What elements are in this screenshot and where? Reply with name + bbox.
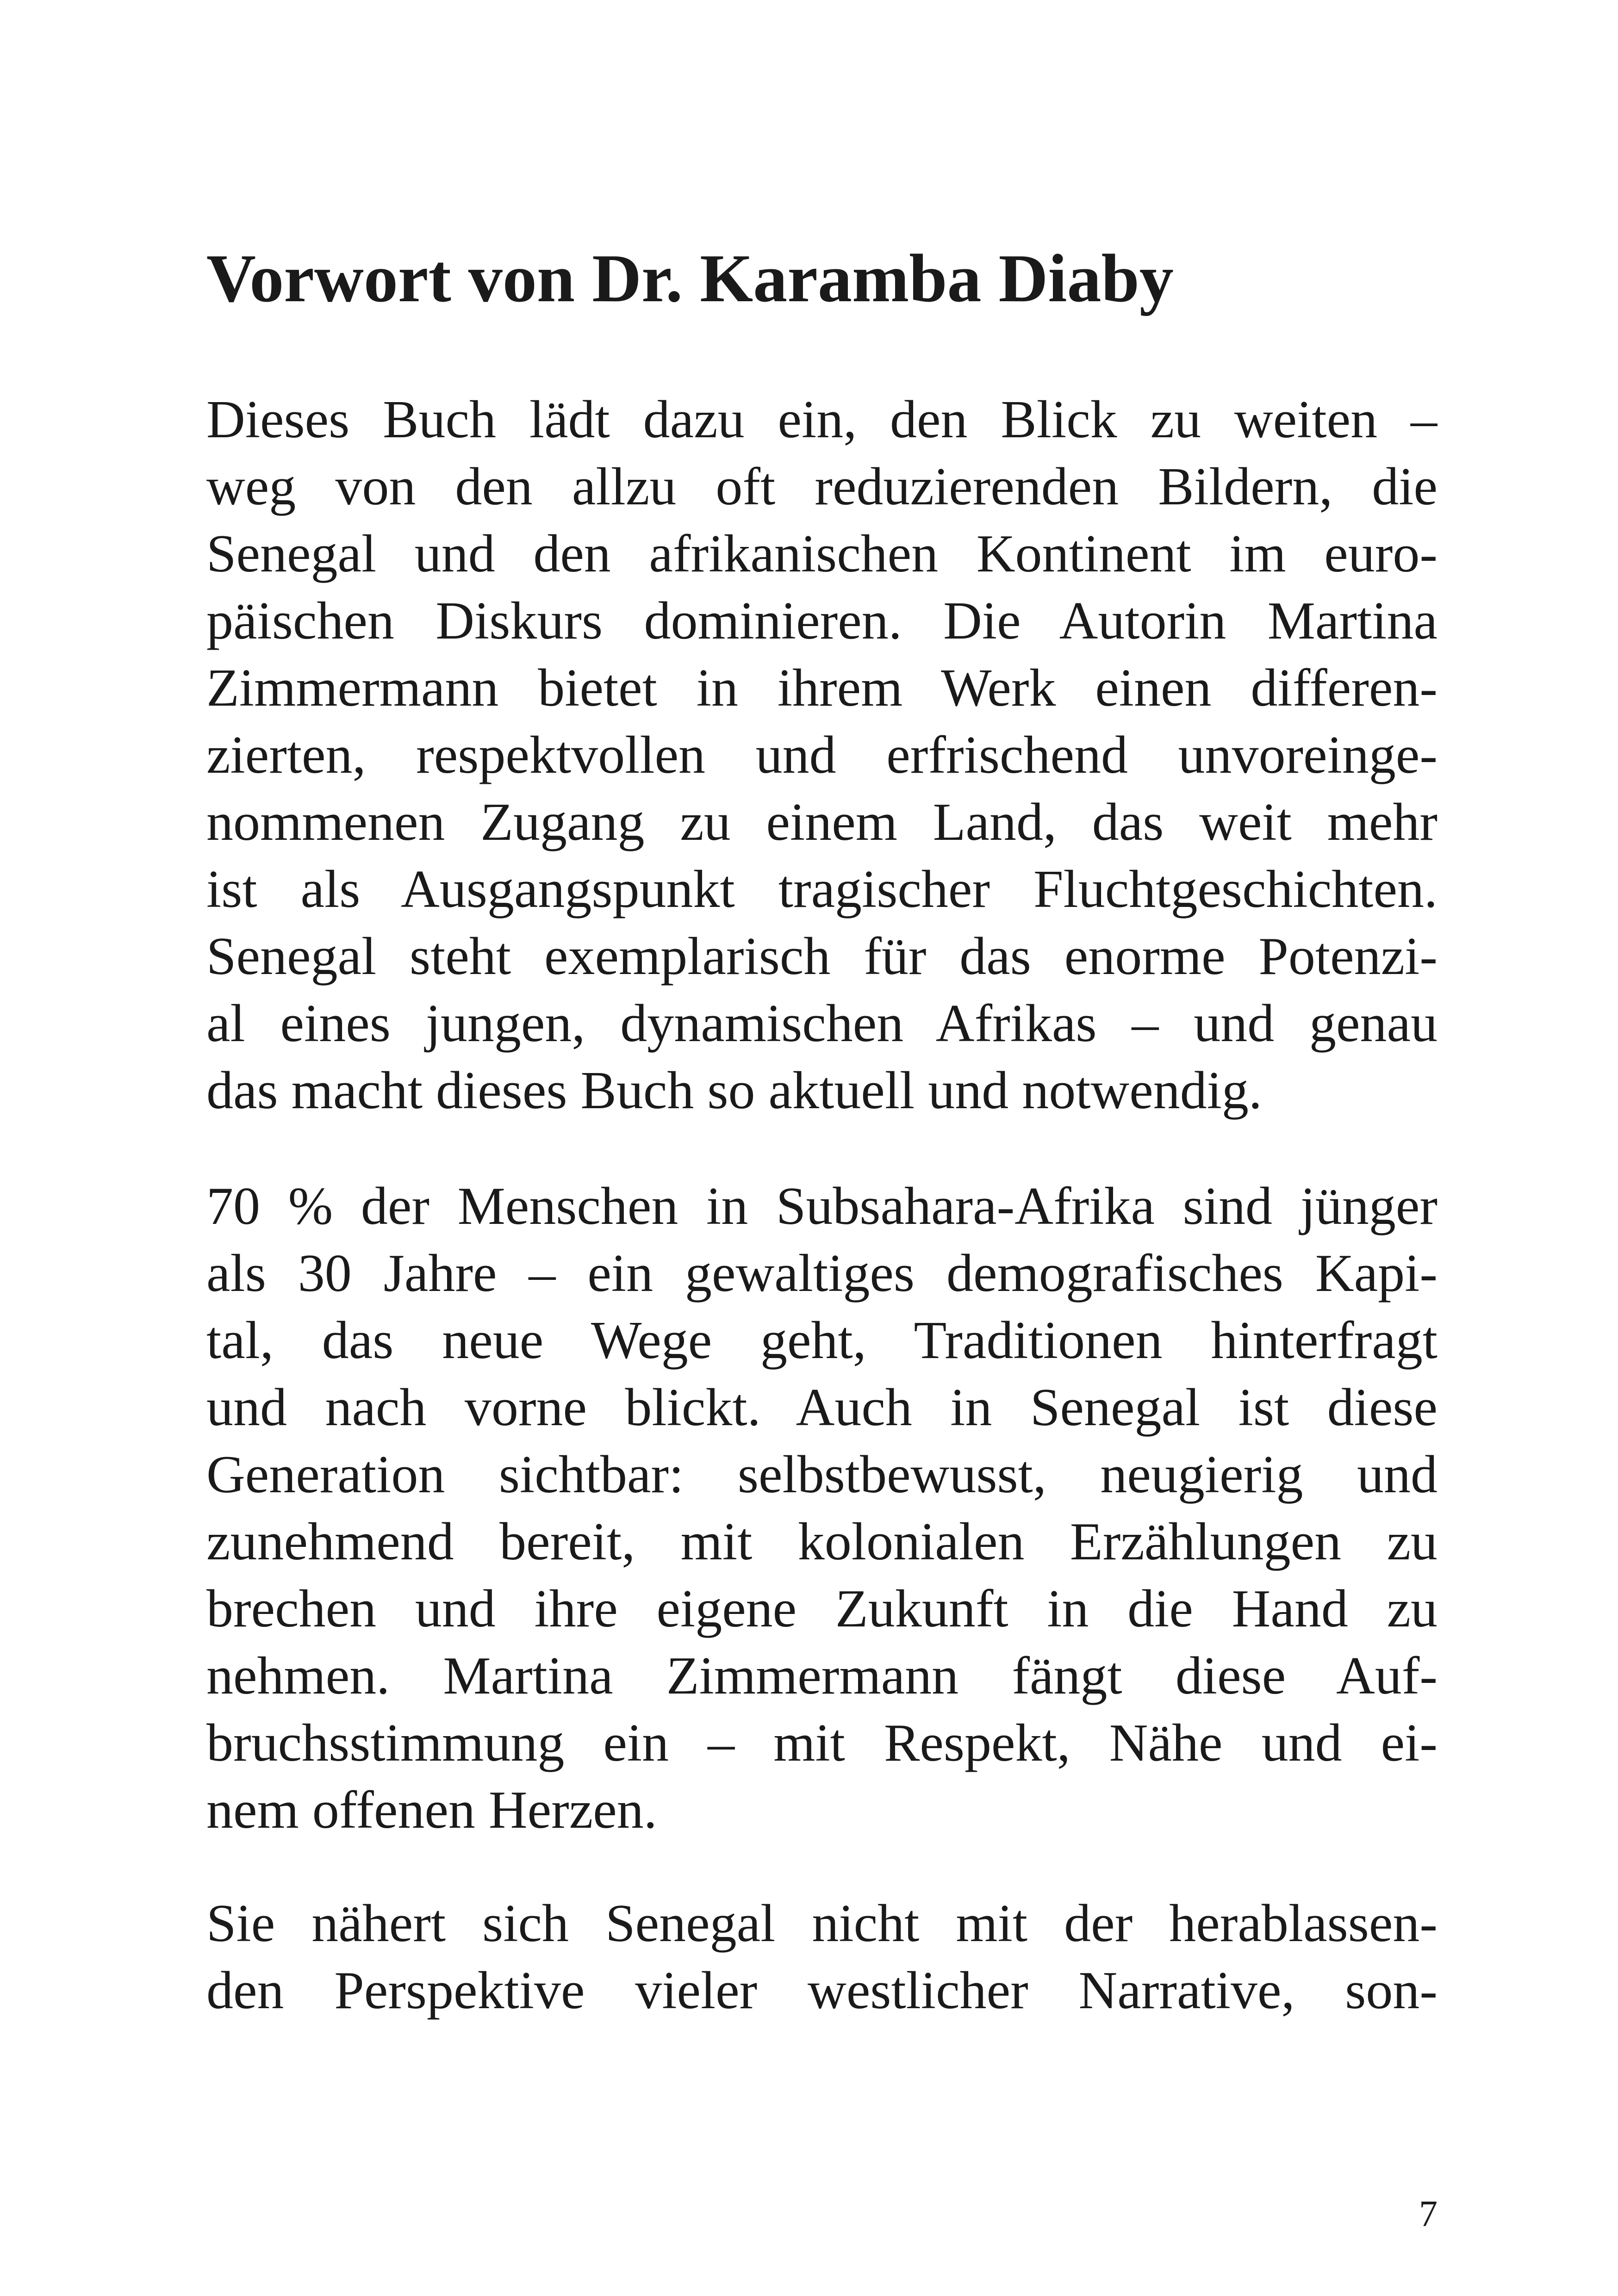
text-line: weg von den allzu oft reduzierenden Bildern, die — [206, 457, 1438, 516]
text-line: tal, das neue Wege geht, Traditionen hinterfragt — [206, 1311, 1438, 1370]
chapter-heading: Vorwort von Dr. Karamba Diaby — [206, 241, 1174, 316]
text-line: 70 % der Menschen in Subsahara-Afrika sind jünger — [206, 1177, 1438, 1236]
text-line: ist als Ausgangspunkt tragischer Fluchtgeschichten. — [206, 860, 1438, 919]
text-line: Senegal und den afrikanischen Kontinent im euro- — [206, 524, 1438, 583]
text-line: Dieses Buch lädt dazu ein, den Blick zu weiten – — [206, 390, 1438, 449]
text-line: brechen und ihre eigene Zukunft in die Hand zu — [206, 1579, 1438, 1638]
text-line: und nach vorne blickt. Auch in Senegal ist diese — [206, 1378, 1438, 1437]
text-line: Sie nähert sich Senegal nicht mit der herablassen- — [206, 1894, 1438, 1953]
text-line: nehmen. Martina Zimmermann fängt diese Auf- — [206, 1646, 1438, 1706]
text-line: Generation sichtbar: selbstbewusst, neugierig und — [206, 1445, 1438, 1504]
text-line: nommenen Zugang zu einem Land, das weit mehr — [206, 793, 1438, 852]
text-line: zierten, respektvollen und erfrischend unvoreinge- — [206, 726, 1438, 785]
text-line: bruchsstimmung ein – mit Respekt, Nähe und ei- — [206, 1713, 1438, 1773]
paragraph-3 — [206, 1890, 1438, 2024]
text-line: als 30 Jahre – ein gewaltiges demografisches Kapi- — [206, 1244, 1438, 1303]
paragraph-2 — [206, 1173, 1438, 1844]
text-line: den Perspektive vieler westlicher Narrative, son- — [206, 1961, 1438, 2020]
text-line: das macht dieses Buch so aktuell und notwendig. — [206, 1061, 1262, 1120]
text-line: al eines jungen, dynamischen Afrikas – und genau — [206, 994, 1438, 1053]
text-line: Senegal steht exemplarisch für das enorme Potenzi- — [206, 927, 1438, 986]
page-number: 7 — [1419, 2194, 1438, 2234]
text-line: nem offenen Herzen. — [206, 1781, 657, 1840]
paragraph-1 — [206, 386, 1438, 1124]
text-line: Zimmermann bietet in ihrem Werk einen differen- — [206, 658, 1438, 718]
text-line: päischen Diskurs dominieren. Die Autorin Martina — [206, 591, 1438, 651]
text-line: zunehmend bereit, mit kolonialen Erzählungen zu — [206, 1512, 1438, 1571]
